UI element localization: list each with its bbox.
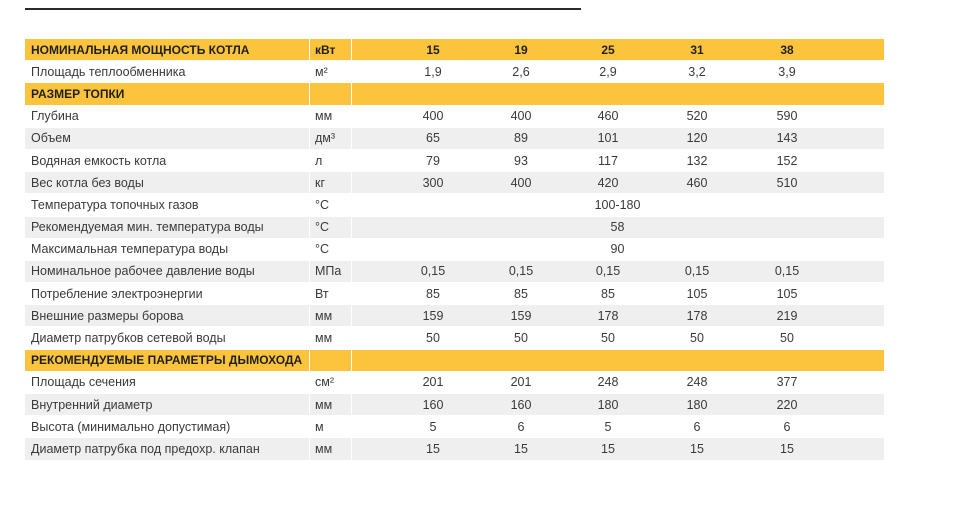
value-cell: 105 <box>776 286 798 301</box>
row-unit: °C <box>315 197 330 212</box>
row-unit: МПа <box>315 264 342 279</box>
value-cell: 0,15 <box>774 264 800 279</box>
value-cell: 105 <box>686 286 708 301</box>
row-label: Рекомендуемая мин. температура воды <box>31 220 264 235</box>
table-row <box>25 416 884 438</box>
row-unit: мм <box>315 109 333 124</box>
merged-value-cell: 100-180 <box>594 197 641 212</box>
value-cell: 3,2 <box>688 64 706 79</box>
row-label: Вес котла без воды <box>31 175 144 190</box>
value-cell: 117 <box>598 153 618 168</box>
row-unit: см² <box>315 375 335 390</box>
table-row <box>25 172 884 194</box>
table-row <box>25 128 884 150</box>
row-label: Максимальная температура воды <box>31 242 229 257</box>
value-cell: 159 <box>422 308 444 323</box>
value-cell: 143 <box>776 131 798 146</box>
boiler-spec-table <box>25 39 884 461</box>
row-unit: °C <box>315 220 330 235</box>
value-cell: 420 <box>597 175 619 190</box>
row-label: Внутренний диаметр <box>31 397 153 412</box>
value-cell: 460 <box>686 175 708 190</box>
column-divider <box>351 61 352 82</box>
column-divider <box>351 327 352 348</box>
value-cell: 89 <box>514 131 528 146</box>
value-cell: 132 <box>686 153 708 168</box>
value-cell: 85 <box>514 286 528 301</box>
value-cell: 50 <box>601 331 615 346</box>
value-cell: 0,15 <box>684 264 710 279</box>
value-cell: 220 <box>776 397 798 412</box>
value-cell: 15 <box>780 441 794 456</box>
column-divider <box>351 283 352 304</box>
column-divider <box>351 106 352 127</box>
row-unit: л <box>315 153 323 168</box>
value-cell: 15 <box>514 441 528 456</box>
table-row <box>25 283 884 305</box>
value-cell: 101 <box>597 131 619 146</box>
row-label: Объем <box>31 131 71 146</box>
value-cell: 6 <box>517 419 525 434</box>
value-cell: 520 <box>686 109 708 124</box>
column-divider <box>351 150 352 171</box>
column-divider <box>351 261 352 282</box>
row-label: Температура топочных газов <box>31 197 199 212</box>
row-label: Водяная емкость котла <box>31 153 167 168</box>
table-row <box>25 61 884 83</box>
value-cell: 50 <box>690 331 704 346</box>
value-cell: 248 <box>686 375 708 390</box>
value-cell: 50 <box>514 331 528 346</box>
table-row <box>25 194 884 216</box>
value-cell: 400 <box>422 109 444 124</box>
column-divider <box>351 39 352 60</box>
value-cell: 219 <box>776 308 798 323</box>
value-cell: 180 <box>597 397 619 412</box>
value-cell: 5 <box>604 419 612 434</box>
value-cell: 6 <box>693 419 701 434</box>
value-cell: 0,15 <box>420 264 446 279</box>
table-row <box>25 217 884 239</box>
row-label: Площадь теплообменника <box>31 64 186 79</box>
value-cell: 0,15 <box>508 264 534 279</box>
row-label: НОМИНАЛЬНАЯ МОЩНОСТЬ КОТЛА <box>31 42 250 57</box>
row-unit: м <box>315 419 324 434</box>
row-label: Площадь сечения <box>31 375 136 390</box>
column-divider <box>351 394 352 415</box>
row-unit: кВт <box>315 42 336 57</box>
value-cell: 15 <box>601 441 615 456</box>
row-label: Внешние размеры борова <box>31 308 184 323</box>
value-cell: 377 <box>776 375 798 390</box>
value-cell: 590 <box>776 109 798 124</box>
row-unit: °C <box>315 242 330 257</box>
table-row <box>25 239 884 261</box>
value-cell: 50 <box>780 331 794 346</box>
row-unit: мм <box>315 308 333 323</box>
value-cell: 160 <box>422 397 444 412</box>
value-cell: 178 <box>686 308 708 323</box>
value-cell: 85 <box>601 286 615 301</box>
value-cell: 180 <box>686 397 708 412</box>
table-row <box>25 372 884 394</box>
section-header-row <box>25 39 884 61</box>
value-cell: 152 <box>776 153 798 168</box>
value-cell: 15 <box>426 42 440 57</box>
value-cell: 5 <box>429 419 437 434</box>
table-row <box>25 150 884 172</box>
row-unit: м² <box>315 64 328 79</box>
column-divider <box>351 416 352 437</box>
value-cell: 178 <box>597 308 619 323</box>
value-cell: 248 <box>597 375 619 390</box>
row-label: РАЗМЕР ТОПКИ <box>31 86 125 101</box>
value-cell: 19 <box>514 42 528 57</box>
value-cell: 3,9 <box>778 64 796 79</box>
row-label: Номинальное рабочее давление воды <box>31 264 255 279</box>
section-header-row <box>25 350 884 372</box>
value-cell: 6 <box>783 419 791 434</box>
row-unit <box>309 350 351 371</box>
value-cell: 201 <box>422 375 444 390</box>
top-rule <box>25 8 581 10</box>
value-cell: 65 <box>426 131 440 146</box>
row-unit: дм³ <box>315 131 336 146</box>
table-row <box>25 438 884 460</box>
row-unit <box>309 83 351 104</box>
value-cell: 0,15 <box>595 264 621 279</box>
value-cell: 2,9 <box>599 64 617 79</box>
table-row <box>25 261 884 283</box>
row-label: Глубина <box>31 109 79 124</box>
column-divider <box>351 83 352 104</box>
table-row <box>25 394 884 416</box>
value-cell: 160 <box>510 397 532 412</box>
column-divider <box>351 172 352 193</box>
value-cell: 159 <box>510 308 532 323</box>
table-row <box>25 106 884 128</box>
row-unit: Вт <box>315 286 329 301</box>
row-unit: мм <box>315 331 333 346</box>
value-cell: 31 <box>690 42 704 57</box>
column-divider <box>351 350 352 371</box>
column-divider <box>351 438 352 459</box>
value-cell: 2,6 <box>512 64 530 79</box>
value-cell: 460 <box>597 109 619 124</box>
merged-value-cell: 90 <box>610 242 625 257</box>
section-header-row <box>25 83 884 105</box>
value-cell: 120 <box>686 131 708 146</box>
value-cell: 38 <box>780 42 794 57</box>
value-cell: 79 <box>426 153 440 168</box>
merged-value-cell: 58 <box>610 220 625 235</box>
row-label: Потребление электроэнергии <box>31 286 203 301</box>
value-cell: 15 <box>426 441 440 456</box>
value-cell: 400 <box>510 175 532 190</box>
table-row <box>25 327 884 349</box>
value-cell: 400 <box>510 109 532 124</box>
row-unit: мм <box>315 441 333 456</box>
row-unit: мм <box>315 397 333 412</box>
column-divider <box>351 372 352 393</box>
value-cell: 93 <box>514 153 528 168</box>
value-cell: 15 <box>690 441 704 456</box>
row-label: РЕКОМЕНДУЕМЫЕ ПАРАМЕТРЫ ДЫМОХОДА <box>31 353 303 368</box>
row-label: Высота (минимально допустимая) <box>31 419 231 434</box>
value-cell: 1,9 <box>424 64 442 79</box>
value-cell: 85 <box>426 286 440 301</box>
value-cell: 510 <box>776 175 798 190</box>
value-cell: 50 <box>426 331 440 346</box>
value-cell: 201 <box>510 375 532 390</box>
row-unit: кг <box>315 175 326 190</box>
table-row <box>25 305 884 327</box>
column-divider <box>351 128 352 149</box>
row-label: Диаметр патрубков сетевой воды <box>31 331 226 346</box>
column-divider <box>351 305 352 326</box>
value-cell: 25 <box>601 42 615 57</box>
row-label: Диаметр патрубка под предохр. клапан <box>31 441 260 456</box>
value-cell: 300 <box>422 175 444 190</box>
